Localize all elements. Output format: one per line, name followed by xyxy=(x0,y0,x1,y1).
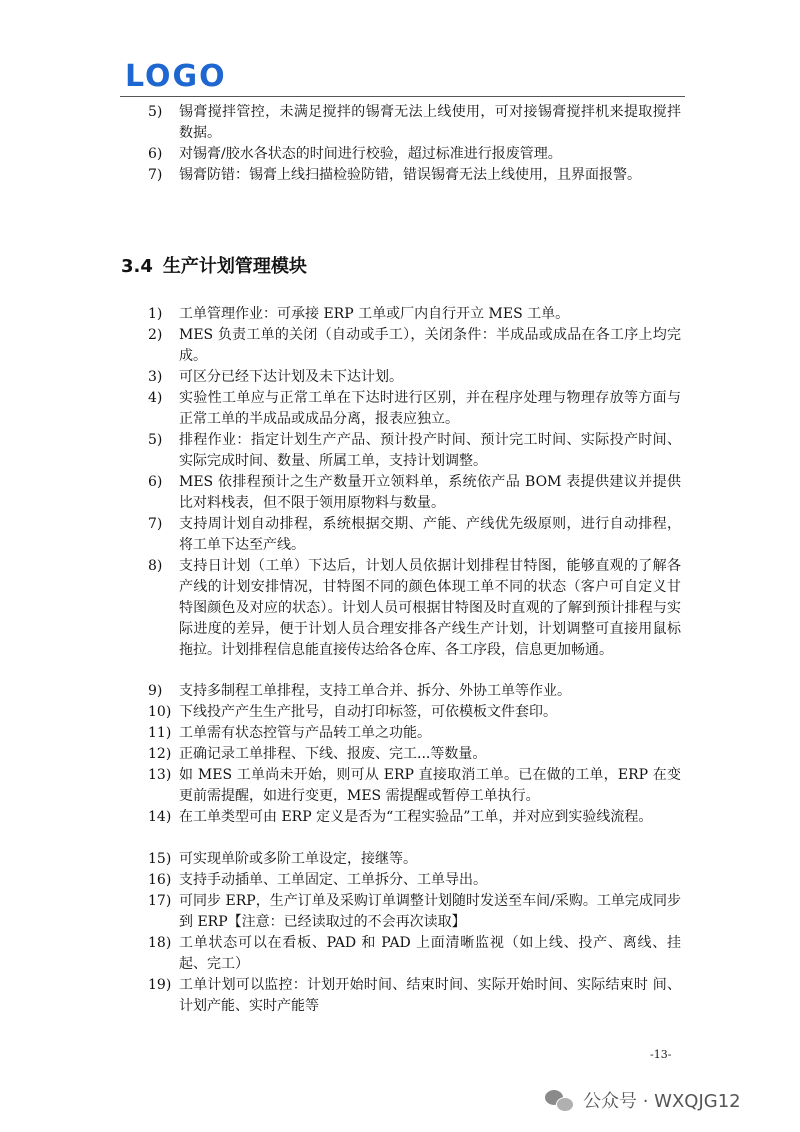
list-item-text: 可实现单阶或多阶工单设定，接继等。 xyxy=(179,851,417,867)
list-item-number: 6) xyxy=(148,146,163,162)
list-item-number: 4) xyxy=(148,390,163,406)
section-title-text: 生产计划管理模块 xyxy=(162,256,307,277)
list-item-number: 11) xyxy=(148,725,172,741)
section-heading xyxy=(121,255,307,279)
list-item-number: 1) xyxy=(148,306,163,322)
page-number: -13- xyxy=(650,1048,672,1061)
watermark xyxy=(545,1083,741,1117)
list-item-number: 2) xyxy=(148,327,163,343)
list-item-text: 支持手动插单、工单固定、工单拆分、工单导出。 xyxy=(179,872,487,888)
list-item-text: 正确记录工单排程、下线、报废、完工...等数量。 xyxy=(179,746,487,762)
list-item-text: 实验性工单应与正常工单在下达时进行区别，并在程序处理与物理存放等方面与正常工单的半成品或成品分离，报表应独立。 xyxy=(179,390,681,427)
list-item-number: 10) xyxy=(148,704,172,720)
list-item-text: 工单状态可以在看板、PAD 和 PAD 上面清晰监视（如上线、投产、离线、挂起、完工） xyxy=(179,935,681,972)
list-item-number: 12) xyxy=(148,746,172,762)
list-item-text: 支持周计划自动排程，系统根据交期、产能、产线优先级原则，进行自动排程，将工单下达至产线。 xyxy=(179,516,681,553)
list-item-number: 14) xyxy=(148,809,172,825)
list-item-text: 可同步 ERP，生产订单及采购订单调整计划随时发送至车间/采购。工单完成同步到 ERP【注意：已经读取过的不会再次读取】 xyxy=(179,893,681,930)
list-item-number: 8) xyxy=(148,558,163,574)
list-item-number: 3) xyxy=(148,369,163,385)
list-item-text: 支持多制程工单排程，支持工单合并、拆分、外协工单等作业。 xyxy=(179,683,571,699)
list-item-number: 18) xyxy=(148,935,172,951)
list-item-text: 锡膏防错：锡膏上线扫描检验防错，错误锡膏无法上线使用，且界面报警。 xyxy=(179,167,641,183)
header-divider xyxy=(120,96,685,97)
list-item-text: 支持日计划（工单）下达后，计划人员依据计划排程甘特图，能够直观的了解各产线的计划安排情况，甘特图不同的颜色体现工单不同的状态（客户可自定义甘特图颜色及对应的状态）。计划人员可根据甘特图及时直观的了解到预计排程与实际进度的差异，便于计划人员合理安排各产线生产计划，计划调整可直接用鼠标拖拉。计划排程信息能直接传达给各仓库、各工序段，信息更加畅通。 xyxy=(179,558,681,658)
logo: LOGO xyxy=(125,59,227,94)
list-item-text: 锡膏搅拌管控，未满足搅拌的锡膏无法上线使用，可对接锡膏搅拌机来提取搅拌数据。 xyxy=(179,104,681,141)
list-item-number: 7) xyxy=(148,167,163,183)
list-item-number: 5) xyxy=(148,104,163,120)
wechat-icon xyxy=(545,1088,575,1112)
list-item-text: 工单计划可以监控：计划开始时间、结束时间、实际开始时间、实际结束时 间、计划产能、实时产能等 xyxy=(179,977,681,1014)
list-item-number: 17) xyxy=(148,893,172,909)
list-item-text: 下线投产产生生产批号，自动打印标签，可依模板文件套印。 xyxy=(179,704,557,720)
list-item-text: MES 负责工单的关闭（自动或手工），关闭条件：半成品或成品在各工序上均完成。 xyxy=(179,327,681,364)
section-number: 3.4 xyxy=(121,256,153,277)
list-item-number: 16) xyxy=(148,872,172,888)
list-item-text: 可区分已经下达计划及未下达计划。 xyxy=(179,369,403,385)
list-item-text: MES 依排程预计之生产数量开立领料单，系统依产品 BOM 表提供建议并提供比对料栈表，但不限于领用原物料与数量。 xyxy=(179,474,681,511)
list-item-number: 19) xyxy=(148,977,172,993)
list-item-text: 排程作业：指定计划生产产品、预计投产时间、预计完工时间、实际投产时间、实际完成时间、数量、所属工单，支持计划调整。 xyxy=(179,432,681,469)
watermark-text: 公众号 · WXQJG12 xyxy=(583,1091,741,1112)
list-item-number: 13) xyxy=(148,767,172,783)
list-item-number: 15) xyxy=(148,851,172,867)
list-item-number: 5) xyxy=(148,432,163,448)
list-item-number: 9) xyxy=(148,683,163,699)
list-item-text: 工单需有状态控管与产品转工单之功能。 xyxy=(179,725,431,741)
list-item-number: 7) xyxy=(148,516,163,532)
list-item-number: 6) xyxy=(148,474,163,490)
list-item-text: 对锡膏/胶水各状态的时间进行校验，超过标准进行报废管理。 xyxy=(179,146,562,162)
list-item-text: 如 MES 工单尚未开始，则可从 ERP 直接取消工单。已在做的工单，ERP 在变更前需提醒，如进行变更，MES 需提醒或暂停工单执行。 xyxy=(179,767,681,804)
list-item-text: 在工单类型可由 ERP 定义是否为“工程实验品”工单，并对应到实验线流程。 xyxy=(179,809,653,825)
list-item-text: 工单管理作业：可承接 ERP 工单或厂内自行开立 MES 工单。 xyxy=(179,306,570,322)
